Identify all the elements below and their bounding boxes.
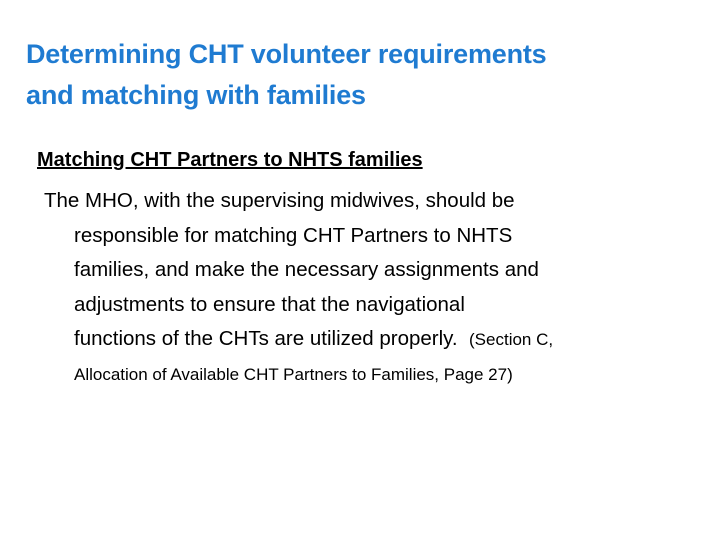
body-text [44, 184, 704, 392]
slide-title [26, 34, 706, 116]
body-line-5 [44, 322, 704, 358]
title-line-1: Determining CHT volunteer requirements [26, 39, 547, 69]
body-line-1: The MHO, with the supervising midwives, should be [44, 189, 515, 212]
body-line-3: families, and make the necessary assignments and [74, 258, 539, 281]
body-line-2: responsible for matching CHT Partners to NHTS [74, 223, 513, 247]
reference-citation-end: Allocation of Available CHT Partners to Families, Page 27) [74, 364, 513, 384]
section-subheading: Matching CHT Partners to NHTS families [37, 149, 423, 171]
reference-citation-start: (Section C, [469, 330, 554, 349]
body-line-4: adjustments to ensure that the navigational [74, 292, 465, 316]
body-line-5-text: functions of the CHTs are utilized properly. [74, 327, 458, 350]
title-line-2: and matching with families [26, 80, 366, 110]
